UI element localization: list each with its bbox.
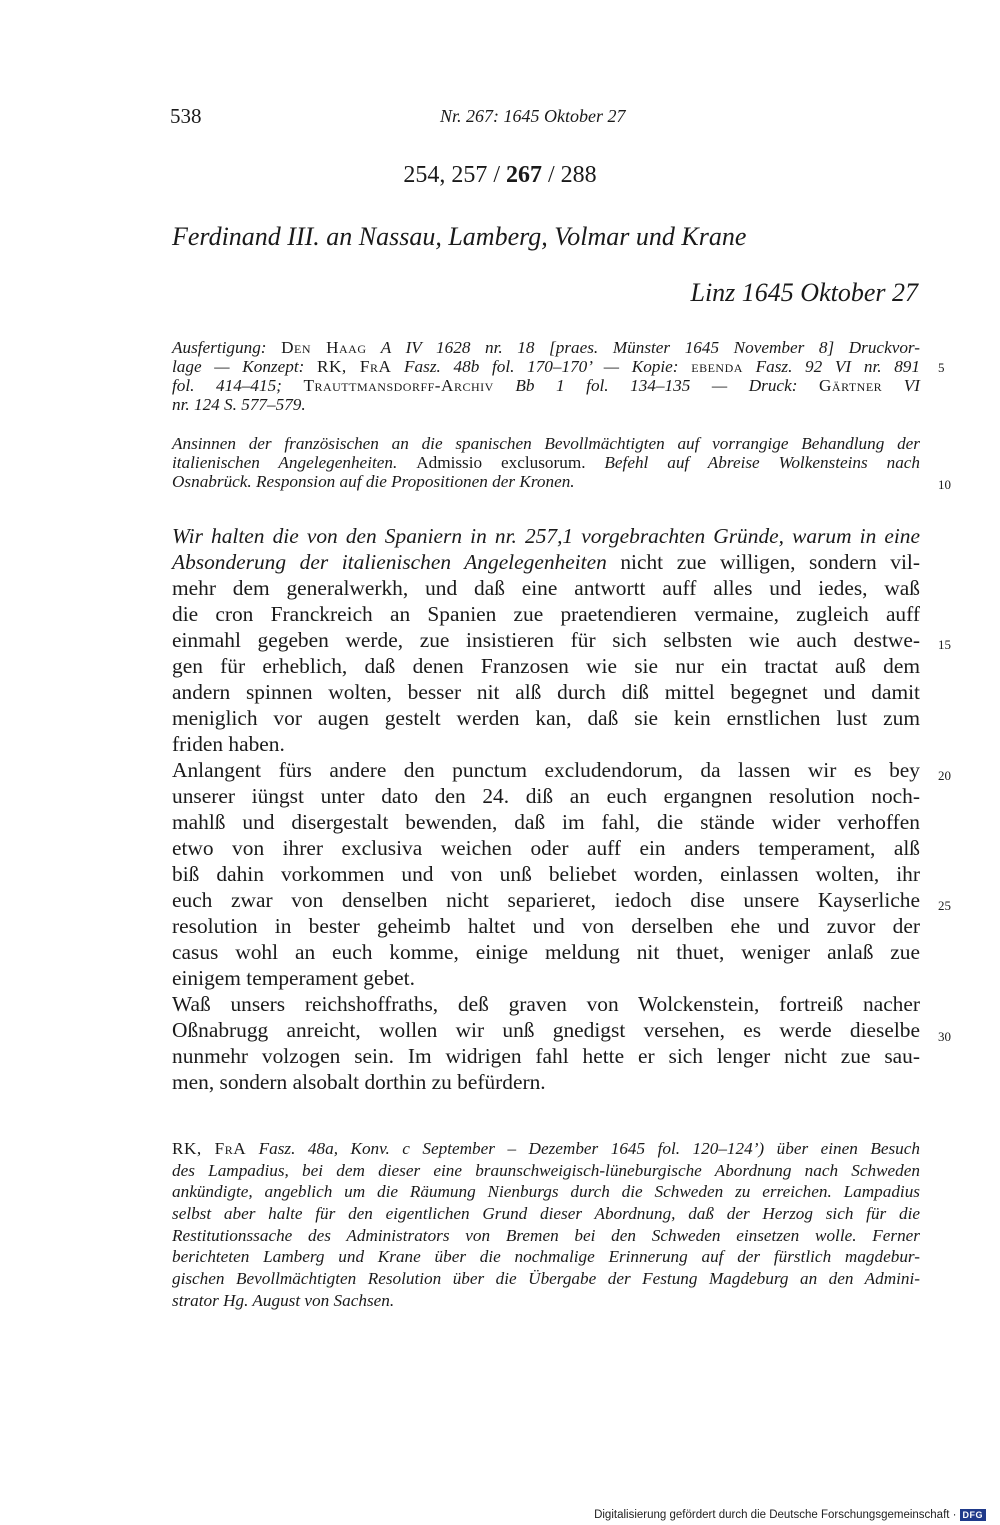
summary-regest <box>172 434 920 491</box>
text-line: meniglich vor augen gestelt werden kan, daß sie kein ernstlichen lust zum <box>172 706 920 730</box>
source-line: nr. 124 S. 577–579. <box>172 395 306 414</box>
running-title: Nr. 267: 1645 Oktober 27 <box>440 106 626 126</box>
text-line: Waß unsers reichshoffraths, deß graven von Wolckenstein, fortreiß nacher <box>172 992 920 1016</box>
ref-next: 288 <box>560 162 597 188</box>
text-line: euch zwar von denselben nicht separieret, iedoch dise unsere Kayserliche <box>172 888 920 912</box>
text-line: etwo von ihrer exclusiva weichen oder auff ein anders temperament, alß <box>172 836 920 860</box>
text-line: men, sondern alsobalt dorthin zu befürdern. <box>172 1070 546 1094</box>
footnote-line: Restitutionssache des Administrators von Bremen bei den Schweden einsetzen wolle. Ferner <box>172 1225 920 1245</box>
text-line: gen für erheblich, daß denen Franzosen wie sie nur ein tractat auß dem <box>172 654 920 678</box>
footnote-line: des Lampadius, bei dem dieser eine braunschweigisch-lüneburgische Abordnung nach Schweden <box>172 1160 920 1180</box>
source-line: lage — Konzept: RK, FrA Fasz. 48b fol. 170–170’ — Kopie: ebenda Fasz. 92 VI nr. 891 <box>172 357 920 376</box>
footnote-line: strator Hg. August von Sachsen. <box>172 1290 395 1310</box>
footnote-line: selbst aber halte für den eigentlichen Grund dieser Abordnung, daß der Herzog sich für die <box>172 1204 920 1224</box>
text-line: Oßnabrugg anreicht, wollen wir unß gnedigst versehen, es werde dieselbe <box>172 1018 920 1042</box>
summary-line: Osnabrück. Responsion auf die Propositionen der Kronen. <box>172 472 575 491</box>
text-line: mehr dem generalwerkh, und daß eine antwortt auff alles und iedes, waß <box>172 576 920 600</box>
line-number: 25 <box>938 898 951 913</box>
line-number: 30 <box>938 1029 951 1044</box>
text-line: friden haben. <box>172 732 285 756</box>
line-number: 15 <box>938 637 951 652</box>
text-line: unserer iüngst unter dato den 24. diß an euch ergangnen resolution noch- <box>172 784 920 808</box>
document-references <box>0 162 1000 189</box>
text-line: einigem temperament gebet. <box>172 966 415 990</box>
source-line: Ausfertigung: Den Haag A IV 1628 nr. 18 [praes. Münster 1645 November 8] Druckvor- <box>172 338 920 357</box>
text-line: biß dahin vorkommen und von unß beliebet worden, einlassen wolten, ihr <box>172 862 920 886</box>
footnote-line: gischen Bevollmächtigten Resolution über die Übergabe der Festung Magdeburg an den Admini- <box>172 1269 920 1289</box>
dfg-logo: DFG <box>960 1509 987 1521</box>
footnote <box>172 1138 920 1312</box>
source-apparatus <box>172 338 920 414</box>
summary-line: italienischen Angelegenheiten. Admissio exclusorum. Befehl auf Abreise Wolkensteins nach <box>172 453 921 472</box>
ref-separator: / <box>487 162 506 188</box>
line-number: 5 <box>938 360 945 375</box>
ref-previous: 254, 257 <box>403 162 488 188</box>
text-line: mahlß und disergestalt bewenden, daß im fahl, die stände wider verhoffen <box>172 810 920 834</box>
footnote-line: ankündigte, angeblich um die Räumung Nienburgs durch die Schweden zu erreichen. Lampadius <box>172 1182 920 1202</box>
footnote-line: berichteten Lamberg und Krane über die nochmalige Erinnerung auf der fürstlich magdebur- <box>172 1247 920 1267</box>
source-line: fol. 414–415; Trauttmansdorff-Archiv Bb 1 fol. 134–135 — Druck: Gärtner VI <box>172 376 920 395</box>
place-date: Linz 1645 Oktober 27 <box>690 278 918 307</box>
ref-current: 267 <box>506 162 542 188</box>
credit-text: Digitalisierung gefördert durch die Deutsche Forschungsgemeinschaft · <box>594 1509 957 1521</box>
text-line: Absonderung der italienischen Angelegenheiten nicht zue willigen, sondern vil- <box>172 550 920 574</box>
text-line: nunmehr volzogen sein. Im widrigen fahl hette er sich lenger nicht zue sau- <box>172 1044 920 1068</box>
text-line: resolution in bester geheimb haltet und von derselben ehe und zuvor der <box>172 914 920 938</box>
text-line: einmahl gegeben werde, zue insistieren für sich selbsten wie auch destwe- <box>172 628 920 652</box>
ref-separator: / <box>542 162 561 188</box>
digitization-credit <box>594 1509 986 1521</box>
text-line: die cron Franckreich an Spanien zue praetendieren vermaine, zugleich auff <box>172 602 920 626</box>
text-line: Anlangent fürs andere den punctum excludendorum, da lassen wir es bey <box>172 758 920 782</box>
text-line: andern spinnen wolten, besser nit alß durch diß mittel begegnet und damit <box>172 680 920 704</box>
main-text <box>172 523 920 1095</box>
footnote-line: RK, FrA Fasz. 48a, Konv. c September – Dezember 1645 fol. 120–124’) über einen Besuch <box>172 1139 920 1158</box>
text-line: Wir halten die von den Spaniern in nr. 257,1 vorgebrachten Gründe, warum in eine <box>172 524 920 548</box>
line-number: 20 <box>938 768 951 783</box>
summary-line: Ansinnen der französischen an die spanischen Bevollmächtigten auf vorrangige Behandlung der <box>172 434 920 453</box>
text-line: casus wohl an euch komme, einige meldung nit thuet, weniger anlaß zue <box>172 940 920 964</box>
line-number: 10 <box>938 477 951 492</box>
page-number: 538 <box>170 104 202 128</box>
document-title: Ferdinand III. an Nassau, Lamberg, Volmar und Krane <box>172 222 747 251</box>
